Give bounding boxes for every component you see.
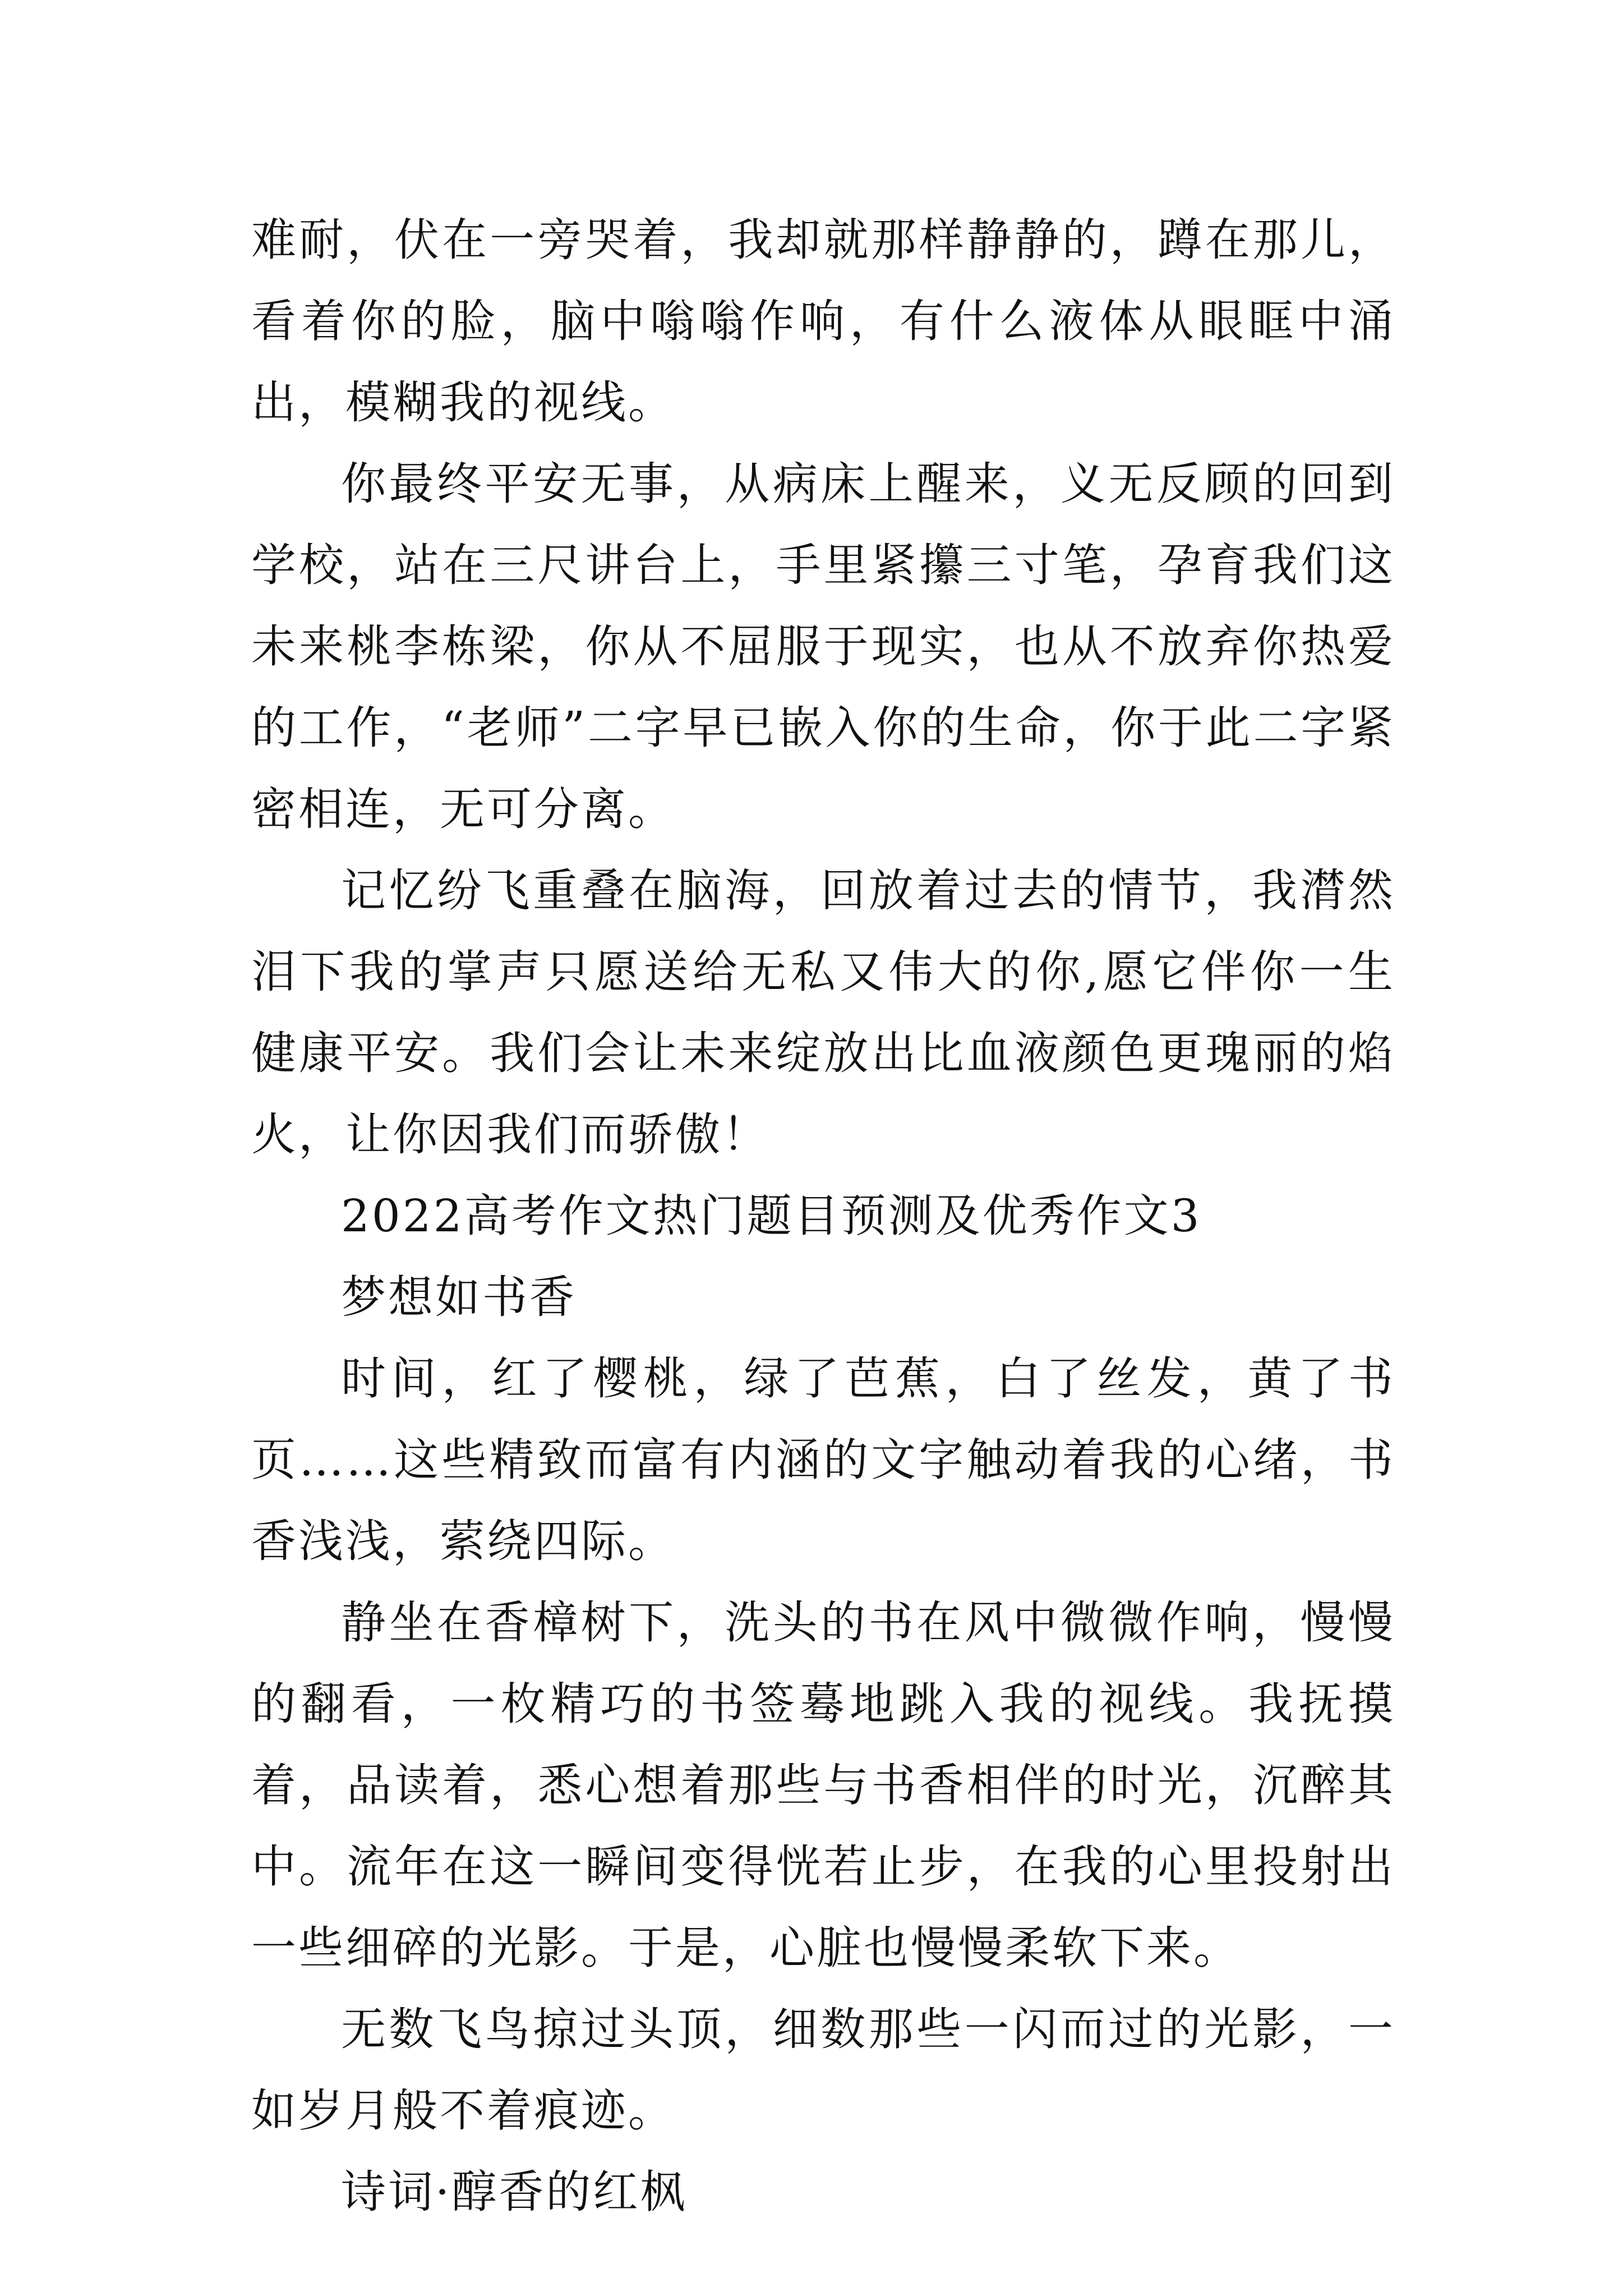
paragraph-birds: 无数飞鸟掠过头顶，细数那些一闪而过的光影，一如岁月般不着痕迹。 — [251, 2003, 1395, 2137]
essay-title: 梦想如书香 — [341, 1271, 577, 1323]
section-subtitle: 诗词·醇香的红枫 — [341, 2166, 688, 2218]
document-body — [251, 199, 1395, 2233]
paragraph-camphor-tree: 静坐在香樟树下，洗头的书在风中微微作响，慢慢的翻看，一枚精巧的书签蓦地跳入我的视线。我抚摸着，品读着，悉心想着那些与书香相伴的时光，沉醉其中。流年在这一瞬间变得恍若止步，在我的心里投射出一些细碎的光影。于是，心脏也慢慢柔软下来。 — [251, 1596, 1395, 1974]
essay-heading: 2022高考作文热门题目预测及优秀作文3 — [341, 1190, 1202, 1242]
paragraph-teacher-recovery: 你最终平安无事，从病床上醒来，义无反顾的回到学校，站在三尺讲台上，手里紧攥三寸笔，孕育我们这未来桃李栋梁，你从不屈服于现实，也从不放弃你热爱的工作，“老师”二字早已嵌入你的生命，你于此二字紧密相连，无可分离。 — [251, 458, 1395, 835]
paragraph-time: 时间，红了樱桃，绿了芭蕉，白了丝发，黄了书页……这些精致而富有内涵的文字触动着我的心绪，书香浅浅，萦绕四际。 — [251, 1352, 1395, 1567]
paragraph-memory: 记忆纷飞重叠在脑海，回放着过去的情节，我潸然泪下我的掌声只愿送给无私又伟大的你,愿它伴你一生健康平安。我们会让未来绽放出比血液颜色更瑰丽的焰火，让你因我们而骄傲！ — [251, 864, 1395, 1161]
paragraph-continued: 难耐，伏在一旁哭着，我却就那样静静的，蹲在那儿，看着你的脸，脑中嗡嗡作响，有什么液体从眼眶中涌出，模糊我的视线。 — [251, 214, 1395, 429]
